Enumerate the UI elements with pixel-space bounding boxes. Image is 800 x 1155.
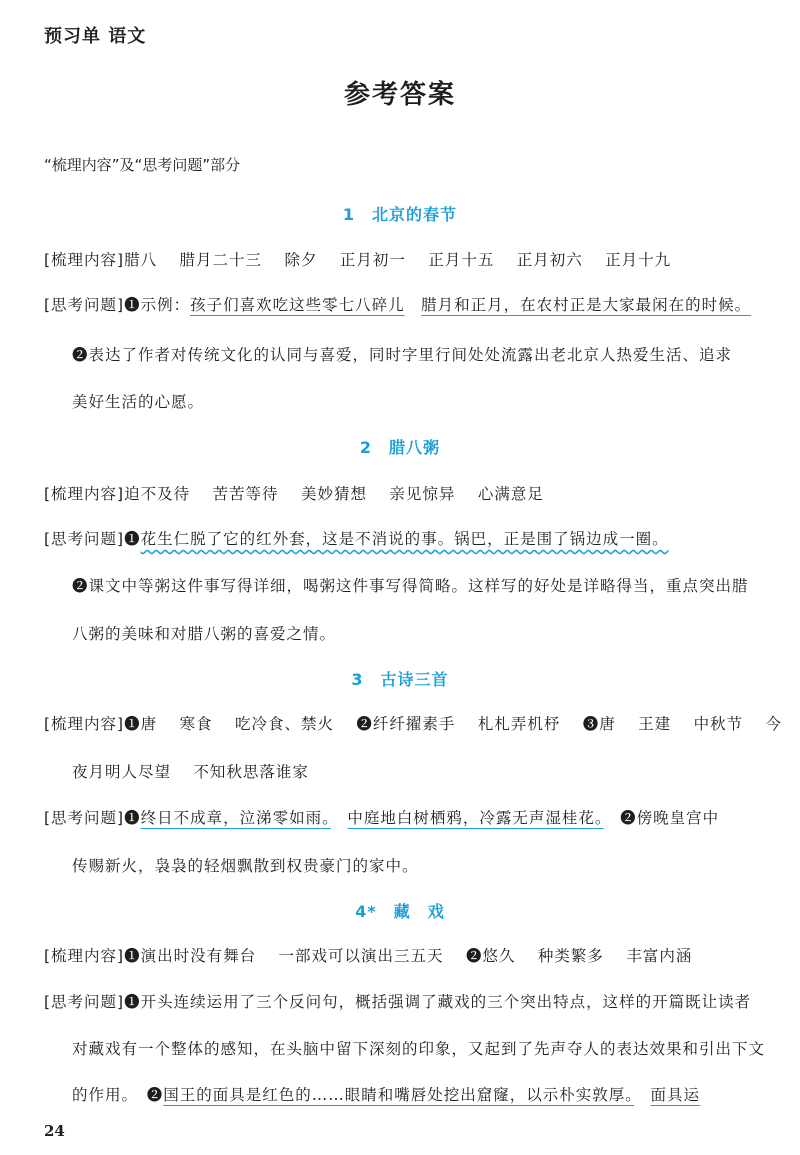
circled-number-marker: ❷ [72,577,89,595]
line-text: 夜月明人尽望 不知秋思落谁家 [72,763,309,781]
circled-number-marker: ❶ [124,296,141,314]
lesson-3-line-1 [44,712,782,734]
lesson-2-heading: 2 腊八粥 [359,438,441,457]
lesson-2-line-3 [72,574,749,596]
lesson-1-line-3 [72,343,732,365]
page-title: 参考答案 [343,80,456,110]
line-text: 表达了作者对传统文化的认同与喜爱，同时字里行间处处流露出老北京人热爱生活、追求 [88,346,733,364]
line-label: [思考问题] [44,993,125,1011]
lesson-4-heading: 4* 藏 戏 [355,902,445,921]
line-text: 示例： [140,296,191,314]
line-text: 腊八 腊月二十三 除夕 正月初一 正月十五 正月初六 正月十九 [124,251,672,269]
line-label: [梳理内容] [44,715,125,733]
lesson-1-line-4 [72,390,204,412]
lesson-3-line-4 [72,854,419,876]
underlined-quote: 孩子们喜欢吃这些零七八碎儿 [190,296,405,314]
lesson-1-heading: 1 北京的春节 [342,205,458,224]
line-text: 迫不及待 苦苦等待 美妙猜想 亲见惊异 心满意足 [124,485,544,503]
line-label: [思考问题] [44,296,125,314]
lesson-2-line-2 [44,527,669,549]
line-text: 的作用。 ❷ [72,1086,164,1104]
lesson-4-line-4 [72,1083,700,1105]
line-text: 传赐新火，袅袅的轻烟飘散到权贵豪门的家中。 [72,857,419,875]
line-text: 课文中等粥这件事写得详细，喝粥这件事写得简略。这样写的好处是详略得当，重点突出腊 [88,577,749,595]
wavy-underlined-quote: 花生仁脱了它的红外套，这是不消说的事。锅巴，正是围了锅边成一圈。 [140,530,669,548]
circled-number-marker: ❶ [124,530,141,548]
circled-number-marker: ❶ [124,809,141,827]
line-text: 美好生活的心愿。 [72,393,205,411]
line-label: [梳理内容] [44,485,125,503]
lesson-4-line-2 [44,990,751,1012]
circled-number-marker: ❶ [124,993,141,1011]
page-header: 预习单 语文 [44,26,147,47]
section-intro: “梳理内容”及“思考问题”部分 [44,156,241,174]
line-text: 开头连续运用了三个反问句，概括强调了藏戏的三个突出特点，这样的开篇既让读者 [140,993,752,1011]
underlined-quote: 终日不成章，泣涕零如雨。 [140,809,331,827]
underlined-quote: 面具运 [650,1086,701,1104]
lesson-1-line-1 [44,248,671,270]
line-text [634,1086,651,1104]
underlined-quote: 中庭地白树栖鸦，冷露无声湿桂花。 [347,809,604,827]
lesson-3-line-3 [44,806,719,828]
page-number: 24 [44,1122,65,1140]
lesson-4-line-3 [72,1037,765,1059]
line-text: 对藏戏有一个整体的感知，在头脑中留下深刻的印象，又起到了先声夺人的表达效果和引出下文 [72,1040,766,1058]
line-text: ❷傍晚皇宫中 [603,809,720,827]
line-text: 八粥的美味和对腊八粥的喜爱之情。 [72,625,337,643]
line-label: [思考问题] [44,809,125,827]
lesson-3-heading: 3 古诗三首 [351,670,449,689]
lesson-2-line-4 [72,622,336,644]
lesson-3-line-2 [72,760,309,782]
lesson-1-line-2 [44,293,751,315]
line-text: ❶唐 寒食 吃冷食、禁火 ❷纤纤擢素手 札札弄机杼 ❸唐 王建 中秋节 今 [124,715,783,733]
circled-number-marker: ❷ [72,346,89,364]
line-text: ❶演出时没有舞台 一部戏可以演出三五天 ❷悠久 种类繁多 丰富内涵 [124,947,693,965]
line-label: [梳理内容] [44,251,125,269]
lesson-2-line-1 [44,482,544,504]
line-label: [思考问题] [44,530,125,548]
lesson-4-line-1 [44,944,692,966]
underlined-quote: 国王的面具是红色的……眼睛和嘴唇处挖出窟窿，以示朴实敦厚。 [163,1086,635,1104]
line-label: [梳理内容] [44,947,125,965]
underlined-quote: 腊月和正月，在农村正是大家最闲在的时候。 [421,296,752,314]
